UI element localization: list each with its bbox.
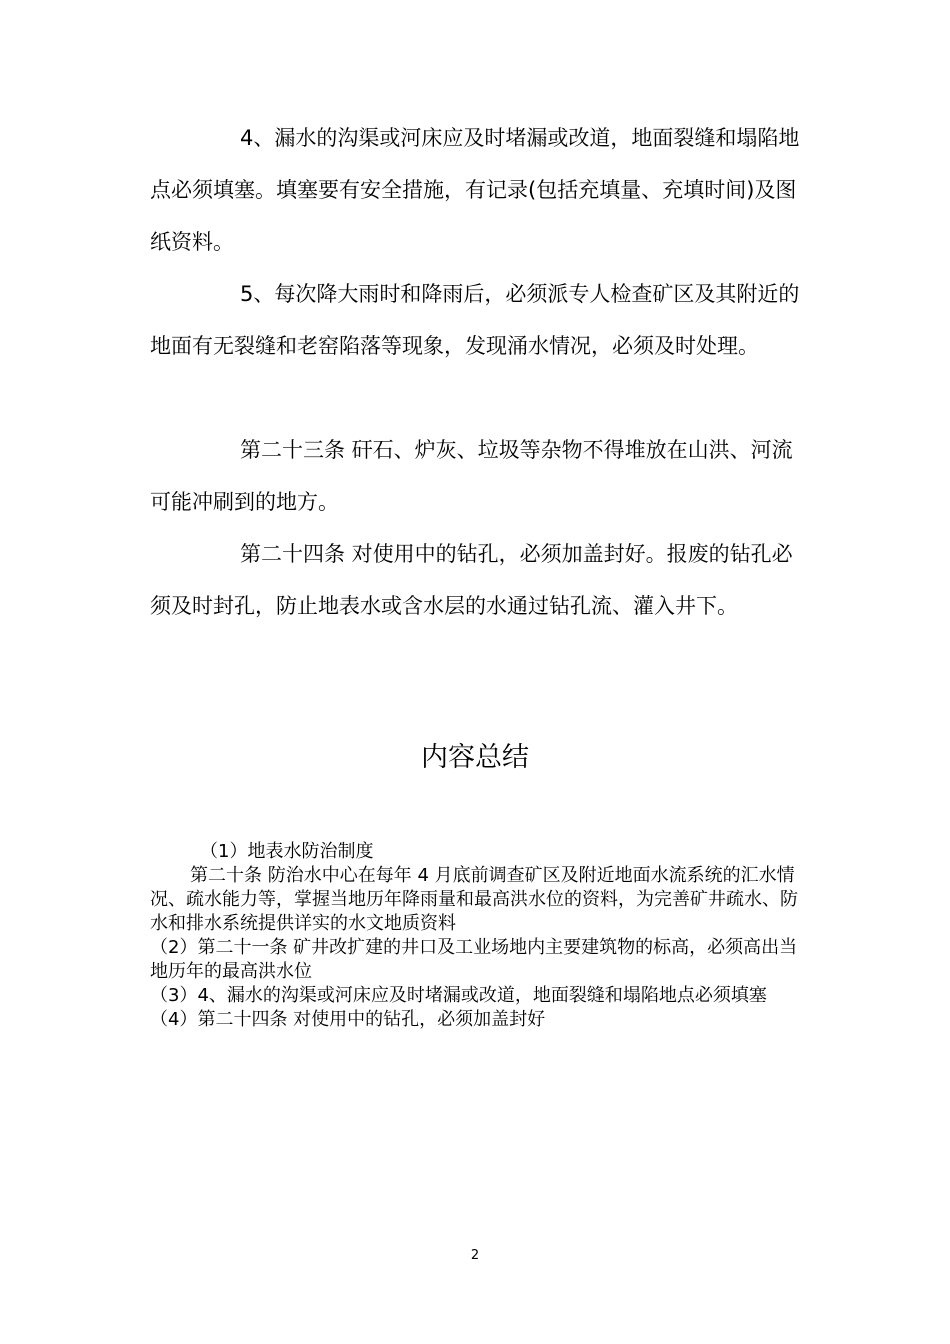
paragraph-article-24: 第二十四条 对使用中的钻孔，必须加盖封好。报废的钻孔必须及时封孔，防止地表水或含水层的水通过钻孔流、灌入井下。 bbox=[150, 542, 793, 618]
summary-item: （1）地表水防治制度 bbox=[200, 841, 374, 862]
summary-list bbox=[150, 840, 810, 1032]
summary-item: 第二十条 防治水中心在每年 4 月底前调查矿区及附近地面水流系统的汇水情况、疏水能力等，掌握当地历年降雨量和最高洪水位的资料，为完善矿井疏水、防水和排水系统提供详实的水文地质资料 bbox=[150, 865, 798, 934]
summary-item: （3）4、漏水的沟渠或河床应及时堵漏或改道，地面裂缝和塌陷地点必须填塞 bbox=[150, 985, 767, 1006]
summary-item: （4）第二十四条 对使用中的钻孔，必须加盖封好 bbox=[150, 1009, 546, 1030]
paragraph-item-4: 4、漏水的沟渠或河床应及时堵漏或改道，地面裂缝和塌陷地点必须填塞。填塞要有安全措施，有记录(包括充填量、充填时间)及图纸资料。 bbox=[150, 126, 800, 254]
summary-title: 内容总结 bbox=[421, 742, 529, 773]
paragraph-article-23: 第二十三条 矸石、炉灰、垃圾等杂物不得堆放在山洪、河流可能冲刷到的地方。 bbox=[150, 438, 793, 514]
paragraph-item-5: 5、每次降大雨时和降雨后，必须派专人检查矿区及其附近的地面有无裂缝和老窑陷落等现象，发现涌水情况，必须及时处理。 bbox=[150, 282, 800, 358]
page-number: 2 bbox=[470, 1248, 480, 1263]
summary-item: （2）第二十一条 矿井改扩建的井口及工业场地内主要建筑物的标高，必须高出当地历年的最高洪水位 bbox=[150, 937, 798, 982]
